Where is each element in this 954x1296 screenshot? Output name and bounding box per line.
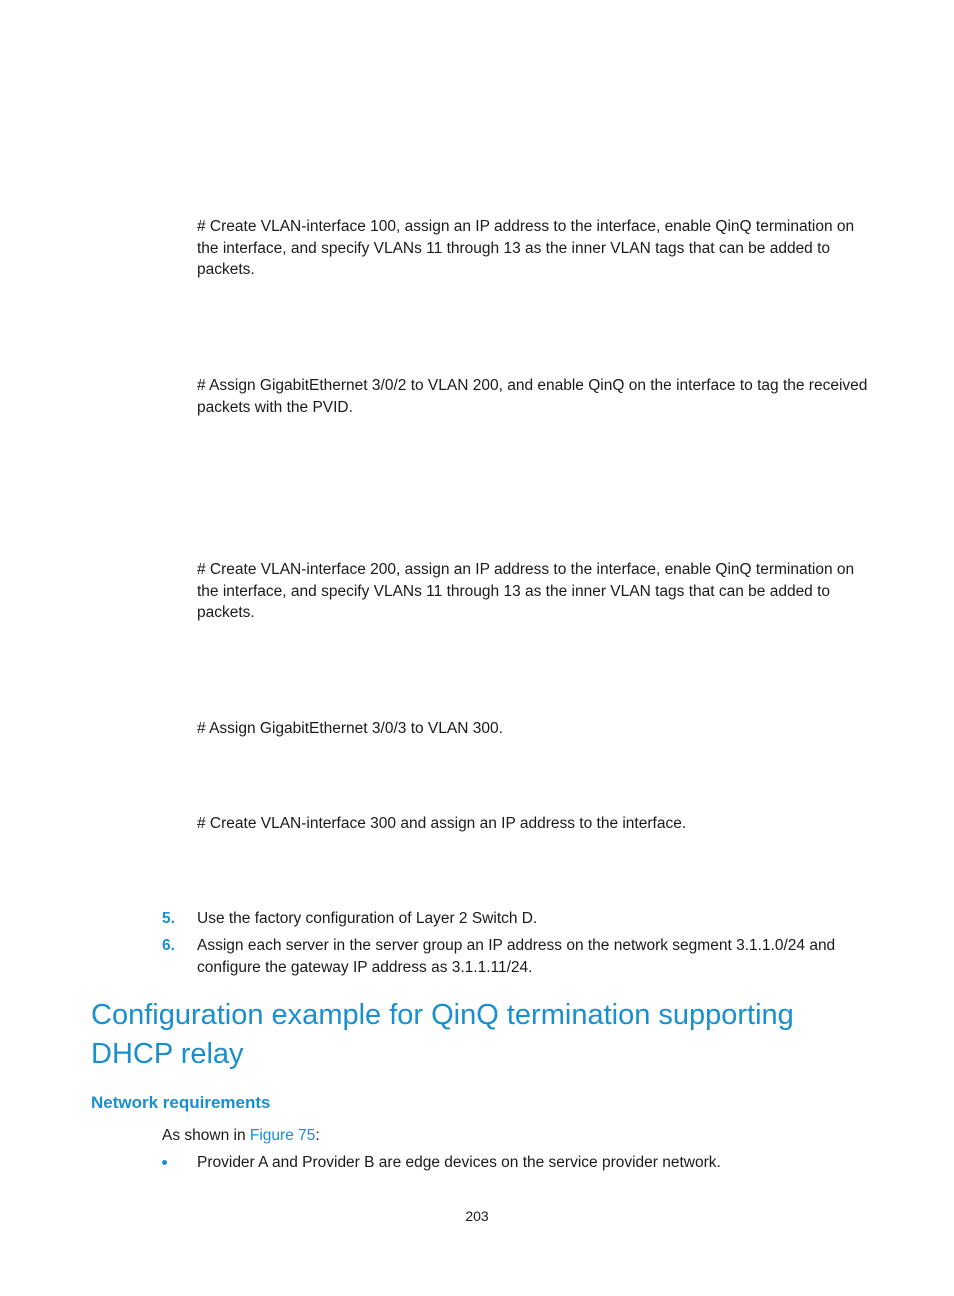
paragraph-create-vlan-interface-100: # Create VLAN-interface 100, assign an IP address to the interface, enable QinQ termination on the interface, and specify VLANs 11 through 13 as the inner VLAN tags that can be added to packets. bbox=[197, 218, 855, 278]
paragraph-create-vlan-interface-300: # Create VLAN-interface 300 and assign an IP address to the interface. bbox=[197, 815, 687, 832]
paragraph-create-vlan-interface-200: # Create VLAN-interface 200, assign an IP address to the interface, enable QinQ termination on the interface, and specify VLANs 11 through 13 as the inner VLAN tags that can be added to packets. bbox=[197, 561, 855, 621]
section-heading: Configuration example for QinQ termination supporting DHCP relay bbox=[91, 999, 794, 1070]
paragraph-assign-ge-3-0-2: # Assign GigabitEthernet 3/0/2 to VLAN 200, and enable QinQ on the interface to tag the received packets with the PVID. bbox=[197, 377, 868, 416]
step-text: Assign each server in the server group an IP address on the network segment 3.1.1.0/24 and configure the gateway IP address as 3.1.1.11/24. bbox=[197, 937, 836, 976]
intro-line bbox=[162, 1125, 320, 1147]
step-6 bbox=[162, 935, 862, 978]
step-number: 6. bbox=[162, 937, 175, 954]
step-5 bbox=[162, 908, 862, 930]
figure-link[interactable]: Figure 75 bbox=[249, 1127, 316, 1144]
bullet-item bbox=[162, 1152, 862, 1174]
subsection-heading: Network requirements bbox=[91, 1093, 271, 1112]
page-number: 203 bbox=[465, 1208, 489, 1224]
step-number: 5. bbox=[162, 910, 175, 927]
intro-prefix: As shown in bbox=[162, 1127, 250, 1144]
bullet-text: Provider A and Provider B are edge devices on the service provider network. bbox=[197, 1154, 721, 1171]
step-text: Use the factory configuration of Layer 2 Switch D. bbox=[197, 910, 538, 927]
bullet-dot-icon bbox=[162, 1160, 167, 1165]
paragraph-assign-ge-3-0-3: # Assign GigabitEthernet 3/0/3 to VLAN 300. bbox=[197, 720, 503, 737]
intro-suffix: : bbox=[315, 1127, 320, 1144]
